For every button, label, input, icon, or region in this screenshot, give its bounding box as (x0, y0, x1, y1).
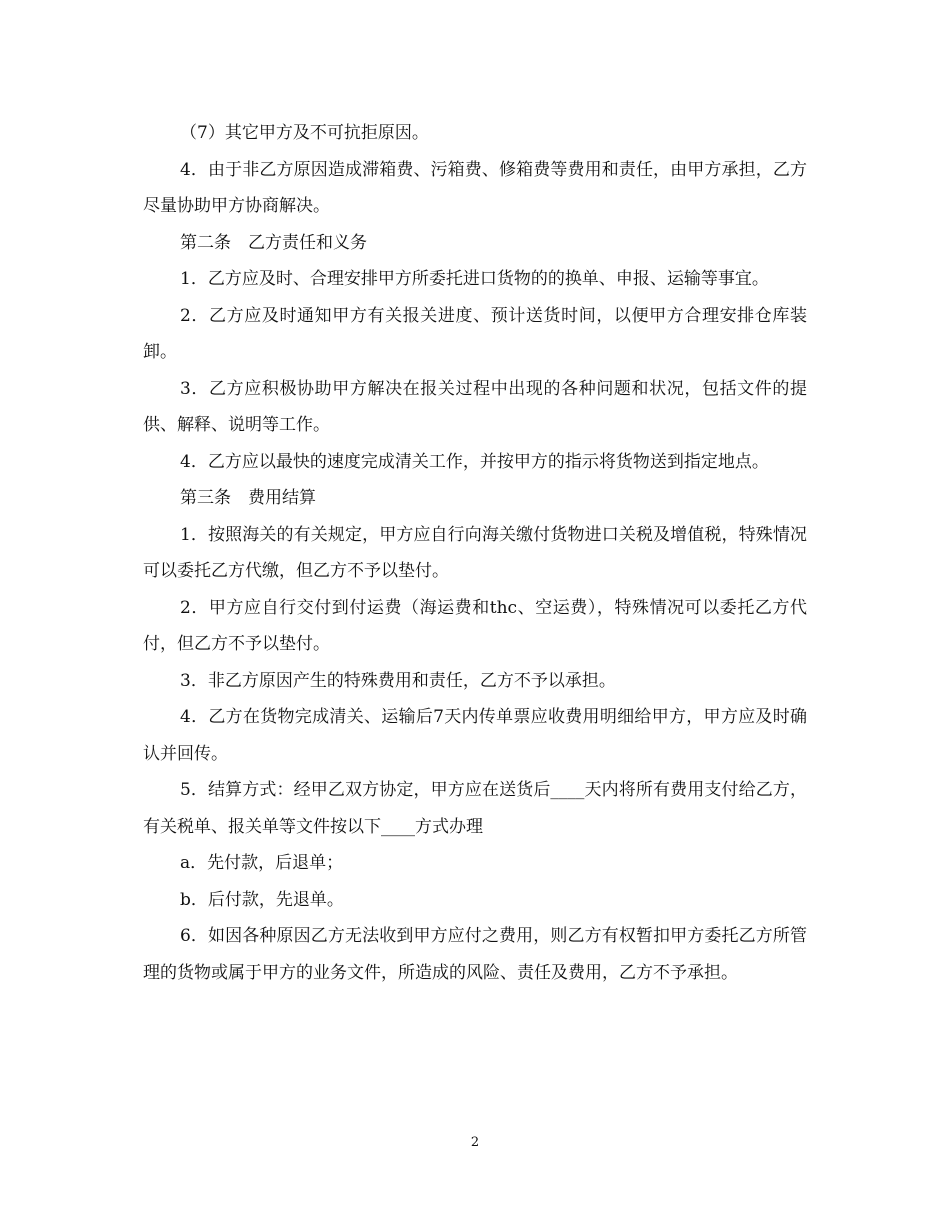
paragraph-option-b: b．后付款，先退单。 (180, 889, 344, 910)
paragraph-article-3-item-5: 5．结算方式：经甲乙双方协定，甲方应在送货后____天内将所有费用支付给乙方，有关税单、报关单等文件按以下____方式办理 (143, 780, 807, 837)
paragraph-clause-1-item-7: （7）其它甲方及不可抗拒原因。 (180, 123, 429, 143)
paragraph-article-2-item-1: 1．乙方应及时、合理安排甲方所委托进口货物的的换单、申报、运输等事宜。 (180, 269, 769, 289)
section-heading-article-2: 第二条 乙方责任和义务 (180, 232, 367, 253)
paragraph-clause-1-item-4: 4．由于非乙方原因造成滞箱费、污箱费、修箱费等费用和责任，由甲方承担，乙方尽量协助甲方协商解决。 (143, 159, 807, 216)
paragraph-article-3-item-4: 4．乙方在货物完成清关、运输后7天内传单票应收费用明细给甲方，甲方应及时确认并回传。 (143, 707, 807, 764)
page-number: 2 (470, 1135, 480, 1150)
paragraph-article-2-item-2: 2．乙方应及时通知甲方有关报关进度、预计送货时间，以便甲方合理安排仓库装卸。 (143, 305, 807, 362)
paragraph-article-3-item-3: 3．非乙方原因产生的特殊费用和责任，乙方不予以承担。 (180, 670, 616, 691)
section-heading-article-3: 第三条 费用结算 (180, 488, 316, 508)
paragraph-article-2-item-4: 4．乙方应以最快的速度完成清关工作，并按甲方的指示将货物送到指定地点。 (180, 451, 769, 472)
paragraph-article-2-item-3: 3．乙方应积极协助甲方解决在报关过程中出现的各种问题和状况，包括文件的提供、解释、说明等工作。 (143, 378, 807, 435)
paragraph-option-a: a．先付款，后退单； (180, 853, 344, 873)
paragraph-article-3-item-2: 2．甲方应自行交付到付运费（海运费和thc、空运费），特殊情况可以委托乙方代付，但乙方不予以垫付。 (143, 597, 807, 654)
document-body (143, 115, 807, 991)
paragraph-article-3-item-6: 6．如因各种原因乙方无法收到甲方应付之费用，则乙方有权暂扣甲方委托乙方所管理的货物或属于甲方的业务文件，所造成的风险、责任及费用，乙方不予承担。 (143, 926, 807, 983)
paragraph-article-3-item-1: 1．按照海关的有关规定，甲方应自行向海关缴付货物进口关税及增值税，特殊情况可以委托乙方代缴，但乙方不予以垫付。 (143, 524, 807, 581)
